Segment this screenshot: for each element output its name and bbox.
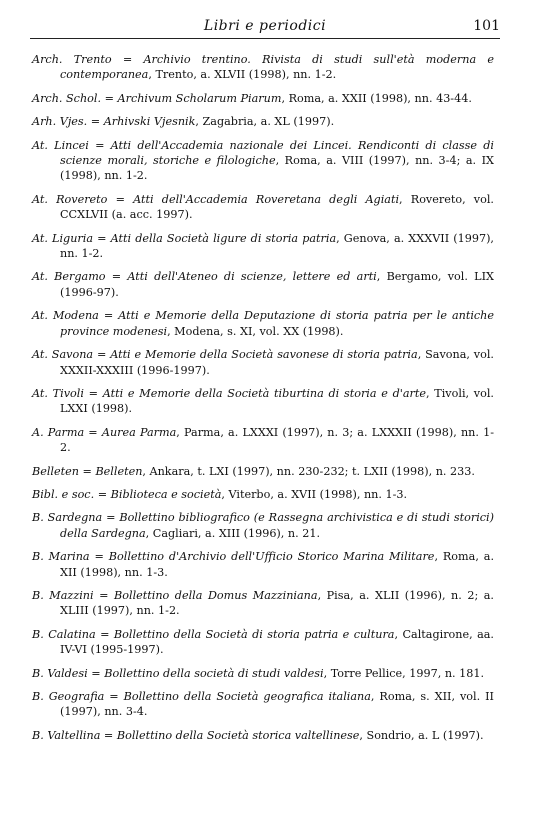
entry-abbreviation: Belleten: [32, 464, 79, 478]
entry-equals: =: [107, 192, 134, 206]
entry-full-title: Bollettino della Società geografica italiana: [123, 690, 371, 703]
entry-details: , Roma, s. XII, vol. II (1997), nn. 3-4.: [60, 690, 494, 719]
list-item: [32, 666, 494, 681]
entry-full-title: Atti e Memorie della Deputazione di storia patria per le antiche province modenesi: [60, 309, 495, 338]
entry-full-title: Bollettino della Domus Mazziniana: [114, 588, 318, 602]
list-item: [32, 138, 494, 184]
entry-details: , Rovereto, vol. CCXLVII (a. acc. 1997).: [60, 192, 494, 222]
list-item: [32, 308, 494, 339]
entry-details: , Savona, vol. XXXII-XXXIII (1996-1997).: [60, 348, 494, 377]
list-item: [32, 728, 494, 743]
entry-abbreviation: Arch. Schol.: [32, 91, 102, 105]
list-item: [32, 549, 494, 580]
entry-details: , Ankara, t. LXI (1997), nn. 230-232; t. LXII (1998), n. 233.: [142, 464, 475, 478]
entry-full-title: Bollettino della Società di storia patria e cultura: [113, 627, 395, 641]
entry-details: , Zagabria, a. XL (1997).: [195, 115, 335, 129]
entry-abbreviation: At. Savona: [32, 348, 94, 362]
list-item: [32, 627, 494, 658]
entry-details: , Caltagirone, aa. IV-VI (1995-1997).: [60, 627, 494, 657]
entry-abbreviation: B. Calatina: [32, 627, 96, 641]
list-item: [32, 269, 494, 300]
entry-abbreviation: B. Mazzini: [32, 588, 94, 602]
entry-full-title: Atti della Società ligure di storia patria: [110, 231, 337, 245]
entry-full-title: Aurea Parma: [101, 425, 177, 439]
list-item: [32, 52, 494, 83]
entry-equals: =: [93, 231, 111, 245]
entry-abbreviation: Arh. Vjes.: [32, 115, 88, 129]
entry-abbreviation: B. Valtellina: [32, 728, 101, 742]
entry-abbreviation: B. Marina: [32, 550, 90, 564]
list-item: [32, 487, 494, 502]
entry-details: , Bergamo, vol. LIX (1996-97).: [60, 270, 494, 299]
entry-equals: =: [84, 425, 102, 439]
entry-equals: =: [93, 588, 115, 602]
entry-equals: =: [100, 728, 117, 742]
list-item: [32, 588, 494, 619]
entry-details: , Cagliari, a. XIII (1996), n. 21.: [145, 526, 321, 540]
list-item: [32, 689, 494, 720]
entry-abbreviation: Arch. Trento: [32, 53, 112, 66]
entry-details: , Torre Pellice, 1997, n. 181.: [323, 666, 485, 680]
header-rule: [30, 38, 500, 39]
entry-details: , Roma, a. XII (1998), nn. 1-3.: [60, 550, 494, 579]
entry-equals: =: [101, 91, 118, 105]
entry-details: , Trento, a. XLVII (1998), nn. 1-2.: [148, 68, 337, 82]
list-item: [32, 91, 494, 106]
list-item: [32, 231, 494, 262]
list-item: [32, 425, 494, 456]
entry-abbreviation: B. Geografia: [32, 690, 105, 703]
entry-full-title: Bollettino bibliografico (e Rassegna archivistica e di studi storici) della Sardegna: [60, 511, 494, 540]
entry-equals: =: [95, 627, 114, 641]
entry-equals: =: [88, 138, 111, 152]
entry-equals: =: [93, 348, 111, 362]
entry-full-title: Bollettino d'Archivio dell'Ufficio Storico Marina Militare: [108, 550, 435, 564]
entry-equals: =: [102, 511, 120, 525]
entry-full-title: Atti e Memorie della Società savonese di storia patria: [110, 348, 418, 362]
entry-equals: =: [111, 53, 144, 66]
entry-full-title: Archivum Scholarum Piarum: [117, 91, 282, 105]
entry-equals: =: [83, 386, 103, 400]
entry-full-title: Arhivski Vjesnik: [103, 115, 196, 129]
entry-abbreviation: B. Sardegna: [32, 511, 103, 525]
entry-abbreviation: At. Bergamo: [32, 270, 106, 284]
list-item: [32, 386, 494, 417]
list-item: [32, 464, 494, 479]
entry-details: , Parma, a. LXXXI (1997), n. 3; a. LXXXII (1998), nn. 1-2.: [60, 425, 494, 455]
entry-equals: =: [104, 690, 124, 703]
entry-abbreviation: Bibl. e soc.: [32, 487, 95, 501]
entry-full-title: Atti dell'Accademia Roveretana degli Agiati: [133, 192, 400, 206]
running-title: Libri e periodici: [203, 18, 327, 34]
entry-full-title: Archivio trentino. Rivista di studi sull'età moderna e contemporanea: [60, 53, 494, 82]
entry-equals: =: [87, 115, 104, 129]
entry-equals: =: [78, 464, 96, 478]
entry-full-title: Atti dell'Ateneo di scienze, lettere ed arti: [127, 270, 377, 284]
entry-full-title: Belleten: [95, 464, 143, 478]
entry-abbreviation: At. Liguria: [32, 231, 94, 245]
entry-equals: =: [105, 270, 128, 284]
entry-full-title: Atti e Memorie della Società tiburtina di storia e d'arte: [102, 386, 426, 400]
list-item: [32, 192, 494, 223]
entry-equals: =: [87, 666, 105, 680]
entry-details: , Pisa, a. XLII (1996), n. 2; a. XLIII (1997), nn. 1-2.: [60, 588, 494, 618]
entry-abbreviation: At. Rovereto: [32, 192, 108, 206]
entry-equals: =: [89, 550, 109, 564]
abbreviation-list: [32, 52, 494, 743]
page-number: 101: [473, 18, 500, 34]
entry-details: , Sondrio, a. L (1997).: [359, 728, 484, 742]
entry-details: , Roma, a. VIII (1997), nn. 3-4; a. IX (1998), nn. 1-2.: [60, 154, 494, 183]
entry-details: , Viterbo, a. XVII (1998), nn. 1-3.: [221, 487, 408, 501]
list-item: [32, 114, 494, 129]
entry-full-title: Bollettino della Società storica valtellinese: [116, 728, 360, 742]
entry-full-title: Biblioteca e società: [110, 487, 222, 501]
entry-details: , Tivoli, vol. LXXI (1998).: [60, 386, 494, 416]
entry-details: , Modena, s. XI, vol. XX (1998).: [167, 324, 344, 338]
entry-abbreviation: At. Lincei: [32, 138, 89, 152]
entry-equals: =: [98, 309, 119, 323]
entry-full-title: Atti dell'Accademia nazionale dei Lincei. Rendiconti di classe di scienze morali, storiche e filologiche: [60, 138, 494, 168]
list-item: [32, 510, 494, 541]
entry-details: , Genova, a. XXXVII (1997), nn. 1-2.: [60, 231, 494, 261]
entry-full-title: Bollettino della società di studi valdesi: [104, 666, 324, 680]
entry-details: , Roma, a. XXII (1998), nn. 43-44.: [281, 91, 472, 105]
page-header: [30, 18, 500, 38]
entry-abbreviation: A. Parma: [32, 425, 85, 439]
list-item: [32, 347, 494, 378]
entry-abbreviation: B. Valdesi: [32, 666, 88, 680]
entry-abbreviation: At. Tivoli: [32, 386, 84, 400]
entry-equals: =: [94, 487, 111, 501]
entry-abbreviation: At. Modena: [32, 309, 99, 323]
